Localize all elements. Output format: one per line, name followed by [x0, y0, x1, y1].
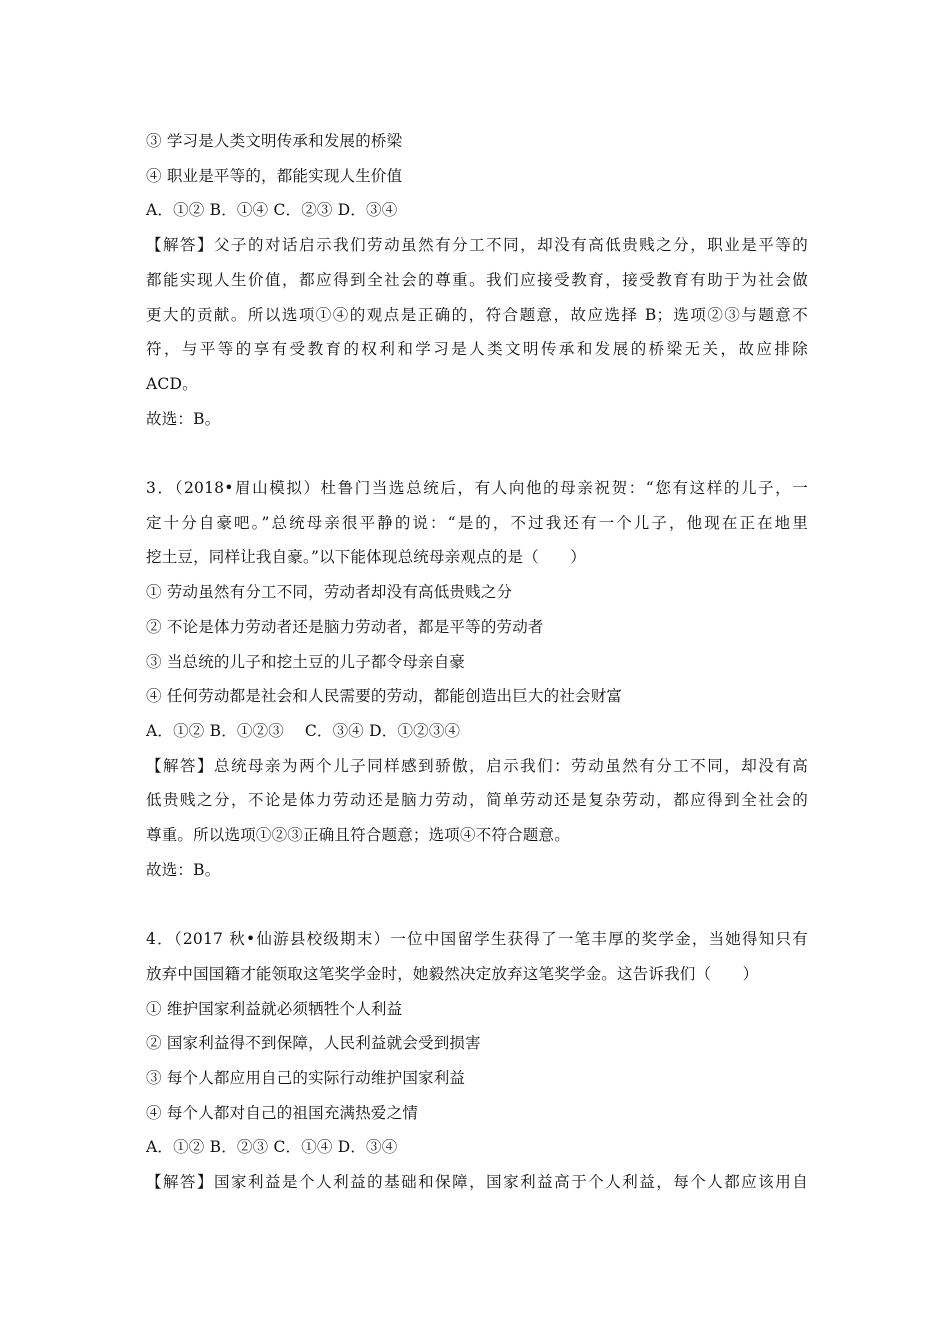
- answer-choices: A．①② B．①②③ C．③④ D．①②③④: [146, 721, 461, 740]
- option-3: ③ 学习是人类文明传承和发展的桥梁: [146, 132, 403, 150]
- answer-line: 低贵贱之分，不论是体力劳动还是脑力劳动，简单劳动还是复杂劳动，都应得到全社会的: [146, 791, 808, 810]
- option-4: ④ 职业是平等的，都能实现人生价值: [146, 166, 403, 185]
- answer-line: ACD。: [146, 374, 198, 393]
- answer-line: 符，与平等的享有受教育的权利和学习是人类文明传承和发展的桥梁无关，故应排除: [146, 340, 808, 359]
- answer-line: 【解答】总统母亲为两个儿子同样感到骄傲，启示我们：劳动虽然有分工不同，却没有高: [146, 756, 808, 775]
- question-4-stem: 4．（2017 秋•仙游县校级期末）一位中国留学生获得了一笔丰厚的奖学金，当她得知只有: [146, 930, 808, 949]
- answer-line: 更大的贡献。所以选项①④的观点是正确的，符合题意，故应选择 B；选项②③与题意不: [146, 305, 808, 324]
- answer-line: 【解答】国家利益是个人利益的基础和保障，国家利益高于个人利益，每个人都应该用自: [146, 1173, 808, 1192]
- page-content: [146, 124, 808, 1200]
- question-4-stem: 放弃中国国籍才能领取这笔奖学金时，她毅然决定放弃这笔奖学金。这告诉我们（ ）: [146, 964, 759, 983]
- option-2: ② 不论是体力劳动者还是脑力劳动者，都是平等的劳动者: [146, 617, 544, 636]
- answer-line: 尊重。所以选项①②③正确且符合题意；选项④不符合题意。: [146, 826, 570, 845]
- answer-line: 【解答】父子的对话启示我们劳动虽然有分工不同，却没有高低贵贱之分，职业是平等的: [146, 236, 808, 255]
- answer-choices: A．①② B．①④ C．②③ D．③④: [146, 201, 398, 220]
- question-3-stem: 定十分自豪吧。”总统母亲很平静的说：“是的，不过我还有一个儿子，他现在正在地里: [146, 513, 808, 532]
- question-3-stem: 3．（2018•眉山模拟）杜鲁门当选总统后，有人向他的母亲祝贺：“您有这样的儿子，一: [146, 479, 808, 498]
- option-4: ④ 任何劳动都是社会和人民需要的劳动，都能创造出巨大的社会财富: [146, 687, 623, 706]
- spacer: [146, 436, 808, 471]
- answer-result: 故选：B。: [146, 409, 221, 428]
- option-3: ③ 当总统的儿子和挖土豆的儿子都令母亲自豪: [146, 652, 466, 671]
- spacer: [146, 887, 808, 922]
- answer-line: 都能实现人生价值，都应得到全社会的尊重。我们应接受教育，接受教育有助于为社会做: [146, 270, 808, 289]
- answer-result: 故选：B。: [146, 860, 221, 879]
- option-1: ① 维护国家利益就必须牺牲个人利益: [146, 999, 403, 1018]
- option-2: ② 国家利益得不到保障，人民利益就会受到损害: [146, 1034, 481, 1053]
- question-3-stem: 挖土豆，同样让我自豪。”以下能体现总统母亲观点的是（ ）: [146, 548, 586, 567]
- option-1: ① 劳动虽然有分工不同，劳动者却没有高低贵贱之分: [146, 583, 513, 602]
- answer-choices: A．①② B．②③ C．①④ D．③④: [146, 1138, 398, 1157]
- option-3: ③ 每个人都应用自己的实际行动维护国家利益: [146, 1068, 466, 1087]
- option-4: ④ 每个人都对自己的祖国充满热爱之情: [146, 1103, 419, 1122]
